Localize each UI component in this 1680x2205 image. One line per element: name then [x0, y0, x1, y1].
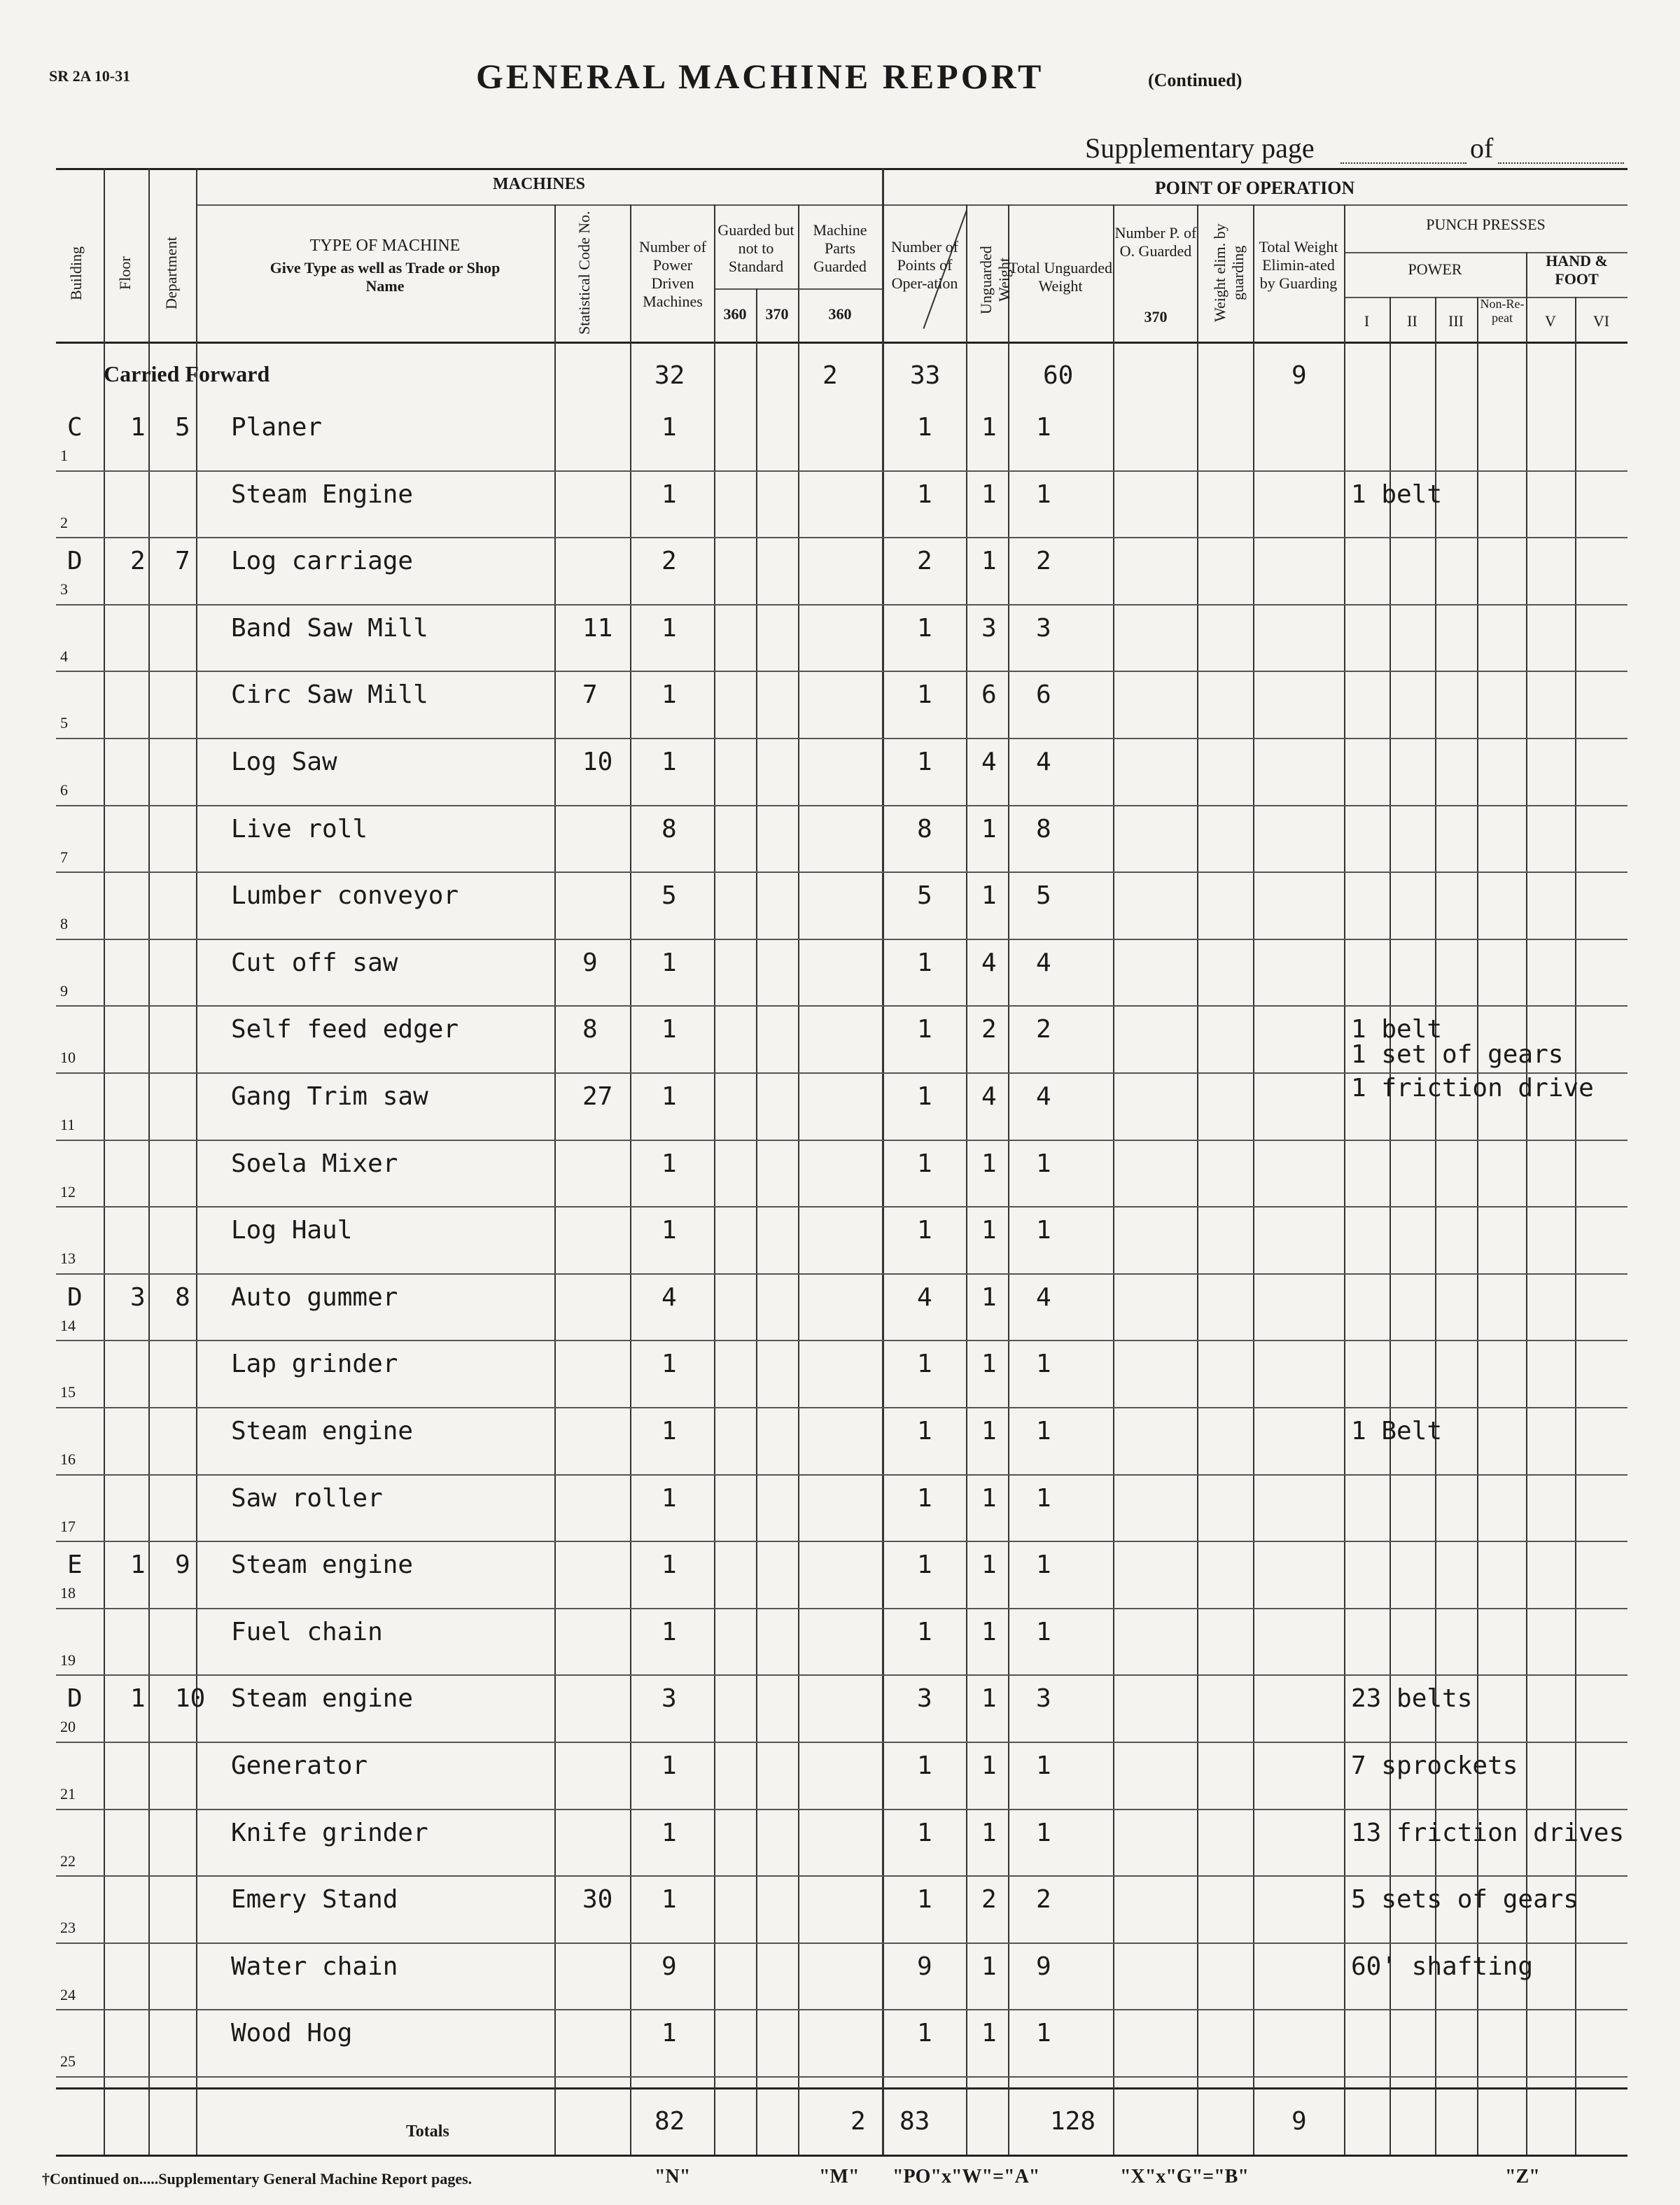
- col-unguarded-weight: Unguarded Weight: [977, 246, 1013, 314]
- row-type: Steam engine: [231, 1684, 414, 1713]
- totals-parts-guarded: 2: [850, 2107, 866, 2136]
- row-num-power: 1: [662, 1819, 677, 1847]
- row-punch-note: 1 belt: [1351, 480, 1443, 509]
- row-type: Steam engine: [231, 1417, 414, 1446]
- row-points: 1: [917, 1618, 932, 1646]
- row-number: 5: [60, 714, 68, 732]
- supplementary-total-field[interactable]: [1498, 162, 1624, 164]
- col-power: POWER: [1408, 260, 1462, 278]
- row-punch-note: 23 belts: [1351, 1684, 1473, 1713]
- row-department: 5: [175, 413, 190, 442]
- section-machines: MACHINES: [492, 175, 585, 193]
- row-unguarded-weight: 4: [981, 748, 997, 776]
- row-total-unguarded: 1: [1036, 1216, 1051, 1245]
- col-punch-iii: III: [1448, 312, 1464, 330]
- row-building: D: [67, 547, 83, 575]
- row-num-power: 1: [662, 1751, 677, 1780]
- row-unguarded-weight: 2: [981, 1885, 997, 1914]
- row-type: Steam Engine: [231, 480, 414, 509]
- footer-m: "M": [819, 2166, 860, 2188]
- col-punch-i: I: [1364, 312, 1370, 330]
- row-type: Log Haul: [231, 1216, 353, 1245]
- row-total-unguarded: 2: [1036, 547, 1051, 575]
- header-bottom-border: [56, 342, 1628, 344]
- row-unguarded-weight: 1: [981, 1149, 997, 1178]
- row-rule: [56, 1674, 1628, 1676]
- row-type: Log Saw: [231, 748, 337, 776]
- row-points: 1: [917, 748, 932, 776]
- col-parts-guarded: Machine Parts Guarded: [813, 221, 867, 275]
- row-number: 20: [60, 1718, 76, 1735]
- col-punch-presses: PUNCH PRESSES: [1426, 216, 1546, 233]
- row-number: 14: [60, 1317, 76, 1334]
- row-rule: [56, 1809, 1628, 1810]
- row-building: D: [67, 1283, 83, 1312]
- row-total-unguarded: 4: [1036, 1283, 1051, 1312]
- row-unguarded-weight: 1: [981, 1484, 997, 1513]
- supplementary-page-field[interactable]: [1340, 162, 1466, 164]
- row-type: Planer: [231, 413, 323, 442]
- col-guarded-370: 370: [765, 305, 789, 323]
- row-code: 8: [582, 1015, 598, 1044]
- row-num-power: 8: [662, 815, 677, 844]
- row-rule: [56, 537, 1628, 538]
- row-type: Self feed edger: [231, 1015, 459, 1044]
- row-unguarded-weight: 1: [981, 1618, 997, 1646]
- col-punch-v: V: [1545, 312, 1556, 330]
- row-rule: [56, 1541, 1628, 1542]
- row-unguarded-weight: 1: [981, 1350, 997, 1378]
- row-points: 1: [917, 1751, 932, 1780]
- row-total-unguarded: 2: [1036, 1015, 1051, 1044]
- col-num-points: Number of Points of Oper-ation: [891, 238, 958, 292]
- row-points: 1: [917, 614, 932, 643]
- col-line: [1253, 204, 1254, 2155]
- col-guarded-not-std: Guarded but not to Standard: [718, 221, 794, 275]
- row-total-unguarded: 1: [1036, 1819, 1051, 1847]
- row-type: Live roll: [231, 815, 368, 844]
- row-points: 1: [917, 1015, 932, 1044]
- row-rule: [56, 1273, 1628, 1275]
- row-building: C: [67, 413, 83, 442]
- row-total-unguarded: 1: [1036, 1149, 1051, 1178]
- section-divider: [196, 204, 1628, 206]
- row-rule: [56, 2009, 1628, 2010]
- row-type: Lap grinder: [231, 1350, 398, 1378]
- row-total-unguarded: 1: [1036, 480, 1051, 509]
- row-points: 3: [917, 1684, 932, 1713]
- row-points: 1: [917, 1216, 932, 1245]
- footer-n: "N": [654, 2166, 691, 2188]
- col-department: Department: [162, 237, 180, 309]
- row-number: 11: [60, 1116, 76, 1133]
- row-rule: [56, 1005, 1628, 1007]
- col-total-weight-elim: Total Weight Elimin-ated by Guarding: [1259, 238, 1338, 292]
- row-type: Log carriage: [231, 547, 414, 575]
- row-num-power: 3: [662, 1684, 677, 1713]
- row-unguarded-weight: 1: [981, 1751, 997, 1780]
- row-total-unguarded: 1: [1036, 1350, 1051, 1378]
- row-unguarded-weight: 4: [981, 948, 997, 977]
- col-line: [882, 168, 884, 2155]
- row-rule: [56, 1608, 1628, 1609]
- col-punch-vi: VI: [1592, 312, 1610, 330]
- row-punch-note: 13 friction drives: [1351, 1819, 1625, 1847]
- table-top-border: [56, 168, 1628, 170]
- row-department: 9: [175, 1550, 190, 1579]
- row-num-power: 1: [662, 1350, 677, 1378]
- row-number: 13: [60, 1250, 76, 1267]
- row-type: Fuel chain: [231, 1618, 383, 1646]
- row-type: Auto gummer: [231, 1283, 398, 1312]
- row-num-power: 9: [662, 1952, 677, 1981]
- row-type: Gang Trim saw: [231, 1082, 428, 1111]
- row-num-power: 1: [662, 1618, 677, 1646]
- row-department: 10: [175, 1684, 206, 1713]
- footer-formula-a: "PO"x"W"="A": [892, 2166, 1040, 2188]
- col-line: [104, 168, 105, 2155]
- row-num-power: 1: [662, 2019, 677, 2047]
- cf-parts-guarded: 2: [822, 361, 838, 390]
- row-unguarded-weight: 1: [981, 1819, 997, 1847]
- row-punch-note-2: 1 friction drive: [1351, 1074, 1594, 1102]
- row-points: 1: [917, 1350, 932, 1378]
- row-number: 18: [60, 1584, 76, 1602]
- col-line: [148, 168, 150, 2155]
- row-points: 9: [917, 1952, 932, 1981]
- row-rule: [56, 1942, 1628, 1944]
- row-punch-note: 1 belt: [1351, 1015, 1443, 1044]
- row-rule: [56, 1742, 1628, 1743]
- row-number: 9: [60, 982, 68, 1000]
- row-type: Soela Mixer: [231, 1149, 398, 1178]
- row-num-power: 1: [662, 1082, 677, 1111]
- col-line: [630, 204, 631, 2155]
- row-num-power: 1: [662, 1216, 677, 1245]
- page-subtitle: (Continued): [1148, 70, 1242, 90]
- col-line: [798, 204, 799, 2155]
- row-unguarded-weight: 1: [981, 2019, 997, 2047]
- col-building: Building: [67, 246, 85, 300]
- row-rule: [56, 604, 1628, 606]
- row-points: 5: [917, 881, 932, 910]
- col-num-power: Number of Power Driven Machines: [639, 238, 706, 310]
- row-points: 8: [917, 815, 932, 844]
- totals-bottom-border: [56, 2155, 1628, 2157]
- row-unguarded-weight: 1: [981, 1550, 997, 1579]
- row-points: 1: [917, 1082, 932, 1111]
- cf-num-power: 32: [654, 361, 685, 390]
- row-number: 21: [60, 1785, 76, 1802]
- row-total-unguarded: 1: [1036, 413, 1051, 442]
- row-number: 10: [60, 1049, 76, 1066]
- row-num-power: 1: [662, 480, 677, 509]
- row-type: Saw roller: [231, 1484, 383, 1513]
- footer-continued: †Continued on.....Supplementary General Machine Report pages.: [42, 2170, 472, 2188]
- row-unguarded-weight: 6: [981, 680, 997, 709]
- totals-points: 83: [899, 2107, 930, 2136]
- col-line: [554, 204, 556, 2155]
- row-type: Lumber conveyor: [231, 881, 459, 910]
- row-number: 6: [60, 781, 68, 799]
- col-stat-code: Statistical Code No.: [575, 211, 593, 335]
- col-punch-ii: II: [1407, 312, 1418, 330]
- row-rule: [56, 671, 1628, 672]
- page-title: GENERAL MACHINE REPORT: [476, 57, 1044, 96]
- row-unguarded-weight: 1: [981, 480, 997, 509]
- col-num-po-guarded: Number P. of O. Guarded: [1114, 224, 1197, 260]
- row-unguarded-weight: 3: [981, 614, 997, 643]
- col-hand-foot: HAND & FOOT: [1546, 252, 1608, 288]
- row-rule: [56, 805, 1628, 806]
- row-unguarded-weight: 1: [981, 1684, 997, 1713]
- row-num-power: 1: [662, 948, 677, 977]
- row-total-unguarded: 2: [1036, 1885, 1051, 1914]
- row-points: 1: [917, 2019, 932, 2047]
- row-type: Circ Saw Mill: [231, 680, 428, 709]
- row-department: 7: [175, 547, 190, 575]
- row-unguarded-weight: 1: [981, 1216, 997, 1245]
- row-floor: 2: [130, 547, 146, 575]
- row-code: 10: [582, 748, 613, 776]
- col-line: [966, 204, 967, 2155]
- row-unguarded-weight: 1: [981, 815, 997, 844]
- row-total-unguarded: 1: [1036, 1751, 1051, 1780]
- row-points: 1: [917, 480, 932, 509]
- row-num-power: 1: [662, 680, 677, 709]
- row-unguarded-weight: 1: [981, 413, 997, 442]
- row-number: 4: [60, 648, 68, 665]
- row-num-power: 1: [662, 748, 677, 776]
- row-points: 1: [917, 1819, 932, 1847]
- row-rule: [56, 2076, 1628, 2078]
- col-line: [1344, 204, 1345, 2155]
- row-number: 2: [60, 514, 68, 531]
- row-punch-note: 5 sets of gears: [1351, 1885, 1579, 1914]
- row-num-power: 2: [662, 547, 677, 575]
- row-rule: [56, 470, 1628, 472]
- row-type: Wood Hog: [231, 2019, 353, 2047]
- col-line: [1113, 204, 1114, 2155]
- row-rule: [56, 1340, 1628, 1341]
- row-rule: [56, 939, 1628, 940]
- row-number: 12: [60, 1183, 76, 1200]
- row-type: Water chain: [231, 1952, 398, 1981]
- col-floor: Floor: [116, 256, 134, 290]
- totals-top-border: [56, 2087, 1628, 2090]
- totals-total-elim: 9: [1292, 2107, 1307, 2136]
- row-punch-note: 1 Belt: [1351, 1417, 1443, 1446]
- row-building: E: [67, 1550, 83, 1579]
- row-code: 9: [582, 948, 598, 977]
- col-punch-non-repeat: Non-Re-peat: [1480, 297, 1525, 325]
- row-num-power: 4: [662, 1283, 677, 1312]
- row-number: 19: [60, 1651, 76, 1669]
- col-guarded-360: 360: [723, 305, 747, 323]
- row-num-power: 1: [662, 1417, 677, 1446]
- row-number: 3: [60, 580, 68, 598]
- row-total-unguarded: 3: [1036, 614, 1051, 643]
- row-total-unguarded: 8: [1036, 815, 1051, 844]
- carried-forward-label: Carried Forward: [104, 361, 270, 386]
- row-points: 1: [917, 948, 932, 977]
- row-total-unguarded: 4: [1036, 748, 1051, 776]
- totals-label: Totals: [406, 2122, 449, 2141]
- row-total-unguarded: 1: [1036, 1618, 1051, 1646]
- row-type: Emery Stand: [231, 1885, 398, 1914]
- row-floor: 1: [130, 413, 146, 442]
- row-type: Knife grinder: [231, 1819, 428, 1847]
- row-number: 16: [60, 1450, 76, 1468]
- row-number: 1: [60, 447, 68, 464]
- footer-z: "Z": [1505, 2166, 1540, 2188]
- row-num-power: 1: [662, 1015, 677, 1044]
- row-number: 24: [60, 1986, 76, 2003]
- row-unguarded-weight: 2: [981, 1015, 997, 1044]
- row-num-power: 1: [662, 614, 677, 643]
- row-num-power: 1: [662, 1885, 677, 1914]
- row-total-unguarded: 1: [1036, 2019, 1051, 2047]
- row-total-unguarded: 9: [1036, 1952, 1051, 1981]
- row-rule: [56, 872, 1628, 873]
- totals-total-unguarded: 128: [1050, 2107, 1096, 2136]
- totals-power: 82: [654, 2107, 685, 2136]
- row-unguarded-weight: 4: [981, 1082, 997, 1111]
- col-po-370: 370: [1144, 308, 1168, 326]
- row-total-unguarded: 3: [1036, 1684, 1051, 1713]
- row-num-power: 5: [662, 881, 677, 910]
- col-line: [196, 168, 197, 2155]
- row-unguarded-weight: 1: [981, 881, 997, 910]
- row-rule: [56, 1474, 1628, 1476]
- row-total-unguarded: 1: [1036, 1484, 1051, 1513]
- row-rule: [56, 1206, 1628, 1208]
- row-unguarded-weight: 1: [981, 1283, 997, 1312]
- supplementary-of-label: of: [1470, 132, 1494, 164]
- cf-points: 33: [910, 361, 941, 390]
- col-line: [1008, 204, 1009, 2155]
- row-points: 4: [917, 1283, 932, 1312]
- row-unguarded-weight: 1: [981, 547, 997, 575]
- row-number: 22: [60, 1852, 76, 1870]
- row-building: D: [67, 1684, 83, 1713]
- form-code: SR 2A 10-31: [49, 67, 131, 85]
- row-code: 30: [582, 1885, 613, 1914]
- row-num-power: 1: [662, 1149, 677, 1178]
- row-department: 8: [175, 1283, 190, 1312]
- row-points: 1: [917, 1417, 932, 1446]
- row-type: Steam engine: [231, 1550, 414, 1579]
- row-type: Generator: [231, 1751, 368, 1780]
- row-type: Band Saw Mill: [231, 614, 428, 643]
- row-total-unguarded: 4: [1036, 1082, 1051, 1111]
- row-unguarded-weight: 1: [981, 1417, 997, 1446]
- row-points: 1: [917, 1484, 932, 1513]
- row-rule: [56, 1407, 1628, 1408]
- row-rule: [56, 1875, 1628, 1877]
- row-code: 11: [582, 614, 613, 643]
- col-total-unguarded: Total Unguarded Weight: [1008, 259, 1113, 295]
- row-rule: [56, 1140, 1628, 1141]
- col-type-title: TYPE OF MACHINE: [309, 237, 461, 255]
- col-type-sub: Give Type as well as Trade or Shop Name: [270, 259, 500, 295]
- row-punch-note: 60' shafting: [1351, 1952, 1534, 1981]
- row-type: Cut off saw: [231, 948, 398, 977]
- row-punch-note: 7 sprockets: [1351, 1751, 1518, 1780]
- row-unguarded-weight: 1: [981, 1952, 997, 1981]
- cf-total-elim: 9: [1292, 361, 1307, 390]
- row-num-power: 1: [662, 1550, 677, 1579]
- supplementary-label: Supplementary page: [1085, 132, 1315, 164]
- row-total-unguarded: 6: [1036, 680, 1051, 709]
- row-num-power: 1: [662, 1484, 677, 1513]
- row-rule: [56, 738, 1628, 739]
- row-total-unguarded: 5: [1036, 881, 1051, 910]
- row-number: 17: [60, 1518, 76, 1535]
- row-code: 27: [582, 1082, 613, 1111]
- footer-formula-b: "X"x"G"="B": [1120, 2166, 1249, 2188]
- row-points: 1: [917, 413, 932, 442]
- section-point-of-operation: POINT OF OPERATION: [1154, 178, 1355, 198]
- row-floor: 1: [130, 1684, 146, 1713]
- row-number: 23: [60, 1919, 76, 1936]
- row-floor: 1: [130, 1550, 146, 1579]
- row-points: 1: [917, 1885, 932, 1914]
- col-line: [1197, 204, 1198, 2155]
- row-number: 8: [60, 915, 68, 932]
- row-number: 25: [60, 2052, 76, 2070]
- row-number: 7: [60, 848, 68, 866]
- row-points: 1: [917, 1149, 932, 1178]
- col-weight-elim: Weight elim. by guarding: [1211, 223, 1247, 323]
- row-floor: 3: [130, 1283, 146, 1312]
- row-num-power: 1: [662, 413, 677, 442]
- cf-total-unguarded: 60: [1043, 361, 1074, 390]
- col-line: [714, 204, 715, 2155]
- row-number: 15: [60, 1383, 76, 1401]
- row-total-unguarded: 1: [1036, 1550, 1051, 1579]
- row-total-unguarded: 1: [1036, 1417, 1051, 1446]
- col-parts-360: 360: [828, 305, 852, 323]
- row-points: 1: [917, 680, 932, 709]
- row-points: 1: [917, 1550, 932, 1579]
- row-code: 7: [582, 680, 598, 709]
- row-punch-note: 1 set of gears: [1351, 1040, 1564, 1069]
- row-points: 2: [917, 547, 932, 575]
- row-total-unguarded: 4: [1036, 948, 1051, 977]
